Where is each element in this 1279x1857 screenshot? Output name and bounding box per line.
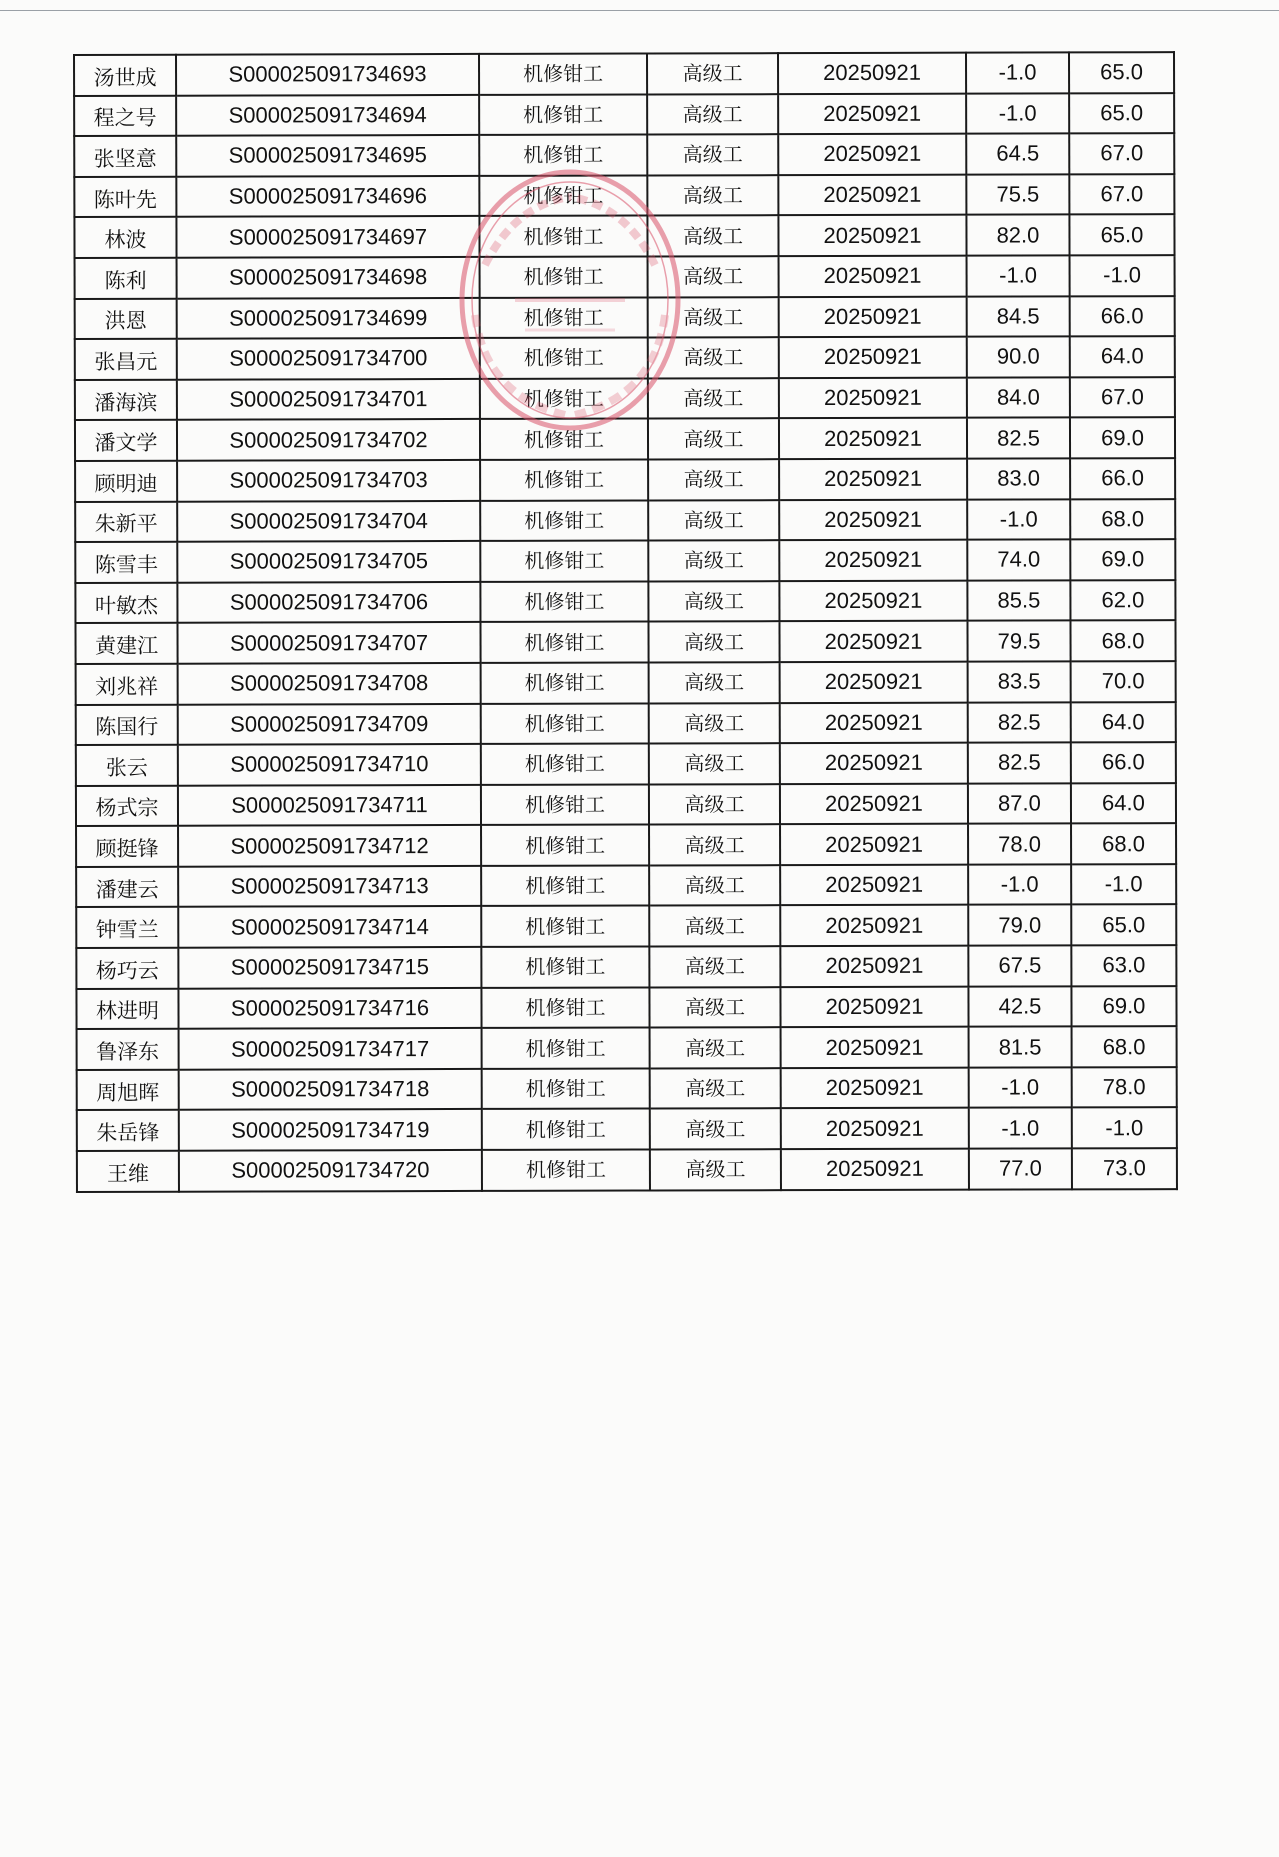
table-row	[74, 52, 1174, 95]
occupation-cell: 机修钳工	[480, 500, 648, 541]
table-row	[74, 93, 1174, 136]
skill-level-cell: 高级工	[648, 540, 779, 581]
exam-date-cell: 20250921	[780, 986, 968, 1027]
practical-score-cell: 65.0	[1071, 905, 1176, 946]
skill-level-cell: 高级工	[648, 297, 779, 338]
table-row	[76, 742, 1176, 785]
skill-level-cell: 高级工	[649, 865, 780, 906]
theory-score-cell: 90.0	[967, 337, 1070, 378]
practical-score-cell: 73.0	[1072, 1148, 1177, 1189]
skill-level-cell: 高级工	[650, 1068, 781, 1109]
student-name-cell: 杨式宗	[76, 785, 178, 826]
practical-score-cell: 65.0	[1069, 214, 1174, 255]
table-row	[75, 499, 1175, 542]
exam-date-cell: 20250921	[780, 743, 968, 784]
practical-score-cell: 69.0	[1071, 986, 1176, 1027]
skill-level-cell: 高级工	[647, 175, 778, 216]
theory-score-cell: 82.5	[968, 742, 1071, 783]
skill-level-cell: 高级工	[649, 784, 780, 825]
exam-date-cell: 20250921	[780, 783, 968, 824]
practical-score-cell: 64.0	[1070, 336, 1175, 377]
certificate-number-cell: S000025091734700	[177, 338, 480, 379]
occupation-cell: 机修钳工	[480, 541, 648, 582]
exam-date-cell: 20250921	[779, 377, 967, 418]
occupation-cell: 机修钳工	[482, 1109, 650, 1150]
certificate-number-cell: S000025091734698	[177, 257, 480, 298]
practical-score-cell: 69.0	[1070, 539, 1175, 580]
occupation-cell: 机修钳工	[479, 53, 647, 94]
certificate-number-cell: S000025091734703	[177, 460, 480, 501]
student-name-cell: 朱新平	[75, 501, 177, 542]
practical-score-cell: 65.0	[1069, 52, 1174, 93]
score-table-body	[74, 52, 1177, 1192]
student-name-cell: 周旭晖	[77, 1070, 179, 1111]
exam-date-cell: 20250921	[780, 946, 968, 987]
skill-level-cell: 高级工	[648, 337, 779, 378]
student-name-cell: 潘文学	[75, 420, 177, 461]
student-name-cell: 王维	[77, 1151, 179, 1192]
practical-score-cell: 68.0	[1070, 499, 1175, 540]
occupation-cell: 机修钳工	[479, 175, 647, 216]
certificate-number-cell: S000025091734693	[176, 54, 479, 95]
student-name-cell: 顾挺锋	[76, 826, 178, 867]
certificate-number-cell: S000025091734708	[178, 663, 481, 704]
certificate-number-cell: S000025091734709	[178, 703, 481, 744]
certificate-number-cell: S000025091734712	[178, 825, 481, 866]
practical-score-cell: 69.0	[1070, 417, 1175, 458]
practical-score-cell: 78.0	[1072, 1067, 1177, 1108]
certificate-number-cell: S000025091734704	[177, 500, 480, 541]
certificate-number-cell: S000025091734713	[178, 866, 481, 907]
certificate-number-cell: S000025091734711	[178, 785, 481, 826]
exam-date-cell: 20250921	[781, 1068, 969, 1109]
student-name-cell: 钟雪兰	[76, 907, 178, 948]
table-row	[76, 823, 1176, 866]
student-name-cell: 陈国行	[76, 704, 178, 745]
occupation-cell: 机修钳工	[482, 1028, 650, 1069]
skill-level-cell: 高级工	[648, 500, 779, 541]
practical-score-cell: 67.0	[1070, 377, 1175, 418]
occupation-cell: 机修钳工	[480, 581, 648, 622]
certificate-number-cell: S000025091734702	[177, 419, 480, 460]
practical-score-cell: 67.0	[1069, 174, 1174, 215]
practical-score-cell: 67.0	[1069, 133, 1174, 174]
theory-score-cell: 75.5	[966, 174, 1069, 215]
student-name-cell: 张云	[76, 745, 178, 786]
table-row	[77, 1067, 1177, 1110]
theory-score-cell: 85.5	[967, 580, 1070, 621]
occupation-cell: 机修钳工	[481, 662, 649, 703]
certificate-number-cell: S000025091734696	[176, 176, 479, 217]
skill-level-cell: 高级工	[649, 946, 780, 987]
theory-score-cell: -1.0	[967, 255, 1070, 296]
exam-date-cell: 20250921	[778, 53, 966, 94]
certificate-number-cell: S000025091734710	[178, 744, 481, 785]
exam-date-cell: 20250921	[778, 93, 966, 134]
occupation-cell: 机修钳工	[482, 1068, 650, 1109]
certificate-number-cell: S000025091734699	[177, 297, 480, 338]
skill-level-cell: 高级工	[649, 743, 780, 784]
student-name-cell: 鲁泽东	[77, 1029, 179, 1070]
exam-date-cell: 20250921	[780, 662, 968, 703]
table-row	[74, 133, 1174, 176]
theory-score-cell: -1.0	[967, 499, 1070, 540]
student-name-cell: 陈叶先	[74, 177, 176, 218]
theory-score-cell: 84.5	[967, 296, 1070, 337]
theory-score-cell: 74.0	[967, 540, 1070, 581]
exam-date-cell: 20250921	[778, 174, 966, 215]
occupation-cell: 机修钳工	[482, 1150, 650, 1191]
certificate-number-cell: S000025091734718	[179, 1069, 482, 1110]
certificate-number-cell: S000025091734695	[176, 135, 479, 176]
student-name-cell: 陈利	[75, 258, 177, 299]
skill-level-cell: 高级工	[647, 216, 778, 257]
student-name-cell: 杨巧云	[76, 948, 178, 989]
table-row	[75, 458, 1175, 501]
exam-date-cell: 20250921	[778, 215, 966, 256]
student-name-cell: 潘海滨	[75, 379, 177, 420]
exam-date-cell: 20250921	[779, 296, 967, 337]
occupation-cell: 机修钳工	[479, 135, 647, 176]
table-row	[76, 661, 1176, 704]
skill-level-cell: 高级工	[647, 53, 778, 94]
certificate-number-cell: S000025091734719	[179, 1109, 482, 1150]
theory-score-cell: 42.5	[968, 986, 1071, 1027]
occupation-cell: 机修钳工	[479, 216, 647, 257]
table-row	[76, 905, 1176, 948]
table-row	[76, 864, 1176, 907]
student-name-cell: 林进明	[76, 988, 178, 1029]
table-row	[75, 377, 1175, 420]
certificate-number-cell: S000025091734697	[176, 216, 479, 257]
occupation-cell: 机修钳工	[480, 256, 648, 297]
skill-level-cell: 高级工	[650, 1109, 781, 1150]
certificate-number-cell: S000025091734714	[178, 906, 481, 947]
student-name-cell: 朱岳锋	[77, 1110, 179, 1151]
table-row	[75, 539, 1175, 582]
table-row	[76, 702, 1176, 745]
practical-score-cell: 65.0	[1069, 93, 1174, 134]
exam-date-cell: 20250921	[781, 1149, 969, 1190]
occupation-cell: 机修钳工	[480, 297, 648, 338]
student-name-cell: 程之号	[74, 95, 176, 136]
occupation-cell: 机修钳工	[479, 94, 647, 135]
skill-level-cell: 高级工	[648, 621, 779, 662]
certificate-number-cell: S000025091734720	[179, 1150, 482, 1191]
skill-level-cell: 高级工	[647, 94, 778, 135]
occupation-cell: 机修钳工	[480, 378, 648, 419]
practical-score-cell: 70.0	[1071, 661, 1176, 702]
student-name-cell: 刘兆祥	[76, 664, 178, 705]
student-name-cell: 陈雪丰	[75, 542, 177, 583]
exam-date-cell: 20250921	[779, 256, 967, 297]
certificate-number-cell: S000025091734707	[177, 622, 480, 663]
table-row	[74, 174, 1174, 217]
theory-score-cell: -1.0	[966, 93, 1069, 134]
theory-score-cell: 87.0	[968, 783, 1071, 824]
page-top-edge	[0, 10, 1279, 11]
table-row	[75, 336, 1175, 379]
exam-date-cell: 20250921	[779, 418, 967, 459]
table-row	[76, 783, 1176, 826]
theory-score-cell: 79.0	[968, 905, 1071, 946]
occupation-cell: 机修钳工	[481, 825, 649, 866]
table-row	[76, 986, 1176, 1029]
exam-date-cell: 20250921	[779, 540, 967, 581]
table-row	[75, 620, 1175, 663]
skill-level-cell: 高级工	[649, 906, 780, 947]
theory-score-cell: 84.0	[967, 377, 1070, 418]
exam-date-cell: 20250921	[780, 824, 968, 865]
practical-score-cell: 62.0	[1070, 580, 1175, 621]
occupation-cell: 机修钳工	[481, 744, 649, 785]
occupation-cell: 机修钳工	[480, 622, 648, 663]
theory-score-cell: 82.5	[967, 418, 1070, 459]
student-name-cell: 潘建云	[76, 867, 178, 908]
student-name-cell: 林波	[74, 217, 176, 258]
table-row	[74, 214, 1174, 257]
skill-level-cell: 高级工	[650, 1149, 781, 1190]
table-row	[75, 296, 1175, 339]
certificate-number-cell: S000025091734705	[177, 541, 480, 582]
certificate-number-cell: S000025091734715	[178, 947, 481, 988]
skill-level-cell: 高级工	[650, 1027, 781, 1068]
practical-score-cell: 63.0	[1071, 945, 1176, 986]
table-row	[77, 1148, 1177, 1191]
skill-level-cell: 高级工	[649, 703, 780, 744]
certificate-number-cell: S000025091734706	[177, 582, 480, 623]
certificate-number-cell: S000025091734694	[176, 95, 479, 136]
student-name-cell: 汤世成	[74, 55, 176, 96]
student-name-cell: 黄建江	[75, 623, 177, 664]
theory-score-cell: -1.0	[969, 1067, 1072, 1108]
exam-date-cell: 20250921	[780, 905, 968, 946]
exam-date-cell: 20250921	[779, 459, 967, 500]
theory-score-cell: 64.5	[966, 134, 1069, 175]
exam-date-cell: 20250921	[779, 621, 967, 662]
certificate-number-cell: S000025091734701	[177, 379, 480, 420]
table-row	[77, 1108, 1177, 1151]
theory-score-cell: 83.0	[967, 458, 1070, 499]
practical-score-cell: 68.0	[1071, 823, 1176, 864]
exam-date-cell: 20250921	[779, 499, 967, 540]
student-name-cell: 叶敏杰	[75, 582, 177, 623]
skill-level-cell: 高级工	[649, 824, 780, 865]
certificate-number-cell: S000025091734717	[179, 1028, 482, 1069]
practical-score-cell: -1.0	[1072, 1108, 1177, 1149]
skill-level-cell: 高级工	[648, 256, 779, 297]
student-name-cell: 顾明迪	[75, 461, 177, 502]
exam-date-cell: 20250921	[781, 1108, 969, 1149]
occupation-cell: 机修钳工	[481, 987, 649, 1028]
practical-score-cell: 66.0	[1071, 742, 1176, 783]
practical-score-cell: -1.0	[1070, 255, 1175, 296]
practical-score-cell: 68.0	[1070, 620, 1175, 661]
occupation-cell: 机修钳工	[481, 784, 649, 825]
skill-level-cell: 高级工	[649, 662, 780, 703]
theory-score-cell: 79.5	[967, 621, 1070, 662]
exam-date-cell: 20250921	[781, 1027, 969, 1068]
student-name-cell: 张坚意	[74, 136, 176, 177]
occupation-cell: 机修钳工	[481, 947, 649, 988]
exam-date-cell: 20250921	[780, 865, 968, 906]
student-name-cell: 张昌元	[75, 339, 177, 380]
skill-level-cell: 高级工	[648, 418, 779, 459]
theory-score-cell: -1.0	[968, 864, 1071, 905]
theory-score-cell: 77.0	[969, 1148, 1072, 1189]
occupation-cell: 机修钳工	[481, 906, 649, 947]
exam-date-cell: 20250921	[779, 337, 967, 378]
practical-score-cell: 64.0	[1071, 702, 1176, 743]
theory-score-cell: -1.0	[969, 1108, 1072, 1149]
skill-level-cell: 高级工	[649, 987, 780, 1028]
theory-score-cell: 82.0	[966, 215, 1069, 256]
occupation-cell: 机修钳工	[481, 865, 649, 906]
practical-score-cell: -1.0	[1071, 864, 1176, 905]
exam-date-cell: 20250921	[778, 134, 966, 175]
skill-level-cell: 高级工	[648, 459, 779, 500]
practical-score-cell: 66.0	[1070, 458, 1175, 499]
practical-score-cell: 68.0	[1072, 1026, 1177, 1067]
theory-score-cell: 81.5	[969, 1027, 1072, 1068]
score-table	[73, 51, 1178, 1193]
theory-score-cell: 83.5	[968, 661, 1071, 702]
table-row	[75, 255, 1175, 298]
skill-level-cell: 高级工	[648, 581, 779, 622]
theory-score-cell: 78.0	[968, 824, 1071, 865]
occupation-cell: 机修钳工	[480, 419, 648, 460]
certificate-number-cell: S000025091734716	[178, 988, 481, 1029]
practical-score-cell: 66.0	[1070, 296, 1175, 337]
occupation-cell: 机修钳工	[481, 703, 649, 744]
exam-date-cell: 20250921	[779, 580, 967, 621]
table-row	[75, 580, 1175, 623]
skill-level-cell: 高级工	[648, 378, 779, 419]
theory-score-cell: 67.5	[968, 945, 1071, 986]
practical-score-cell: 64.0	[1071, 783, 1176, 824]
skill-level-cell: 高级工	[647, 134, 778, 175]
table-row	[75, 417, 1175, 460]
table-row	[77, 1026, 1177, 1069]
student-name-cell: 洪恩	[75, 298, 177, 339]
exam-date-cell: 20250921	[780, 702, 968, 743]
table-row	[76, 945, 1176, 988]
theory-score-cell: -1.0	[966, 52, 1069, 93]
theory-score-cell: 82.5	[968, 702, 1071, 743]
occupation-cell: 机修钳工	[480, 338, 648, 379]
occupation-cell: 机修钳工	[480, 459, 648, 500]
